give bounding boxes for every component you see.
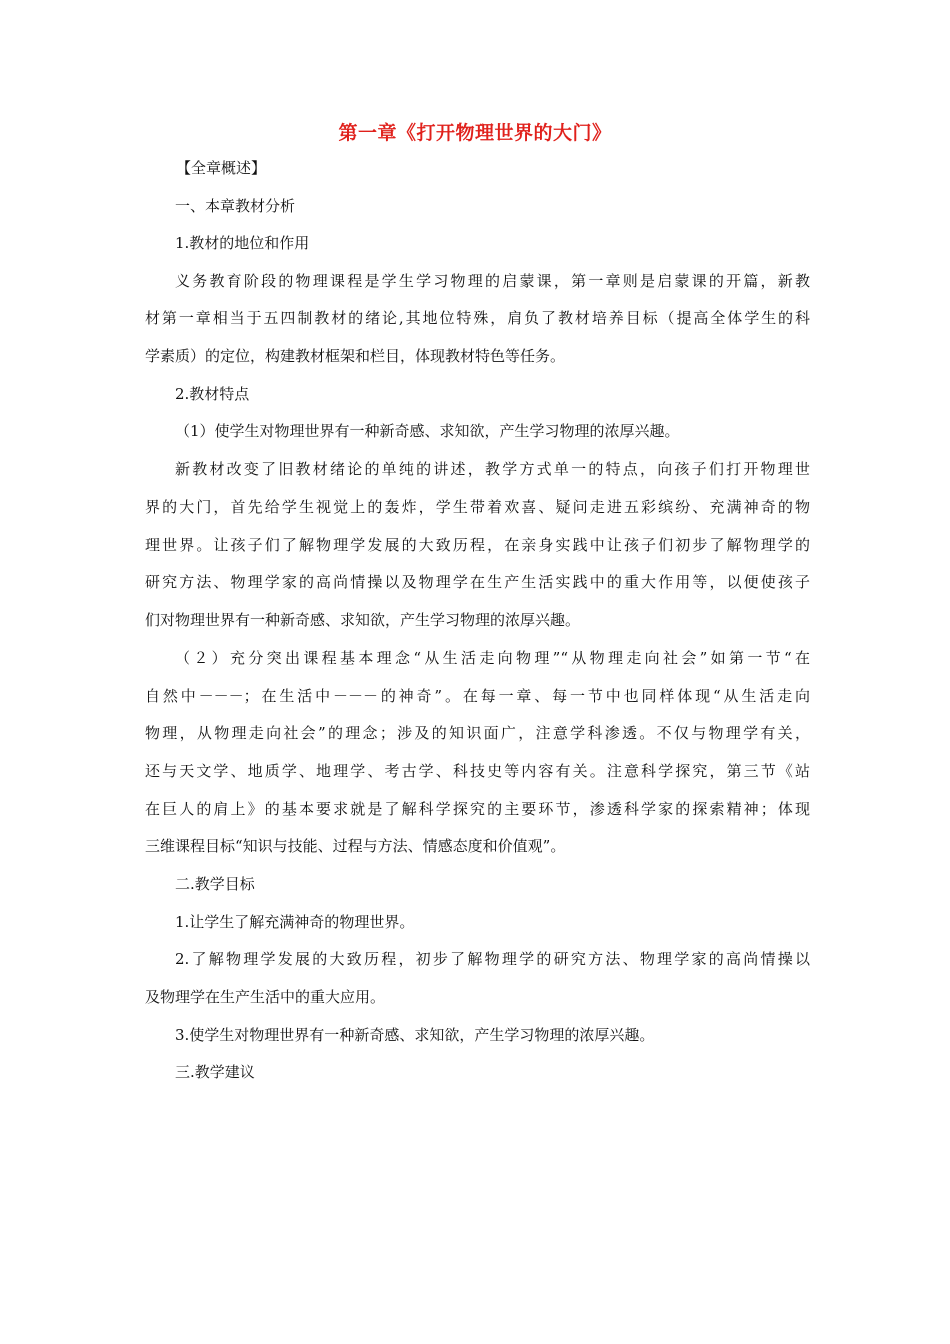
paragraph-line: 们对物理世界有一种新奇感、求知欲，产生学习物理的浓厚兴趣。	[145, 611, 581, 629]
heading-material-analysis: 一、本章教材分析	[175, 197, 296, 215]
goal-item-3: 3.使学生对物理世界有一种新奇感、求知欲，产生学习物理的浓厚兴趣。	[175, 1026, 655, 1044]
paragraph-line: 材第一章相当于五四制教材的绪论,其地位特殊，肩负了教材培养目标（提高全体学生的科	[145, 309, 810, 327]
paragraph-line: 学素质）的定位，构建教材框架和栏目，体现教材特色等任务。	[145, 347, 566, 365]
heading-material-position: 1.教材的地位和作用	[175, 234, 310, 252]
heading-teaching-suggestions: 三.教学建议	[175, 1063, 255, 1081]
goal-item-1: 1.让学生了解充满神奇的物理世界。	[175, 913, 415, 931]
paragraph-line: 义务教育阶段的物理课程是学生学习物理的启蒙课，第一章则是启蒙课的开篇，新教	[175, 272, 810, 290]
feature-item-1: （1）使学生对物理世界有一种新奇感、求知欲，产生学习物理的浓厚兴趣。	[175, 422, 680, 440]
heading-material-features: 2.教材特点	[175, 385, 250, 403]
paragraph-line: 还与天文学、地质学、地理学、考古学、科技史等内容有关。注意科学探究，第三节《站	[145, 762, 810, 780]
paragraph-line: 新教材改变了旧教材绪论的单纯的讲述，教学方式单一的特点，向孩子们打开物理世	[175, 460, 810, 478]
paragraph-line: 物理，从物理走向社会”的理念；涉及的知识面广，注意学科渗透。不仅与物理学有关，	[145, 724, 810, 742]
paragraph-line: 界的大门，首先给学生视觉上的轰炸，学生带着欢喜、疑问走进五彩缤纷、充满神奇的物	[145, 498, 810, 516]
goal-item-2-line: 2.了解物理学发展的大致历程，初步了解物理学的研究方法、物理学家的高尚情操以	[175, 950, 810, 968]
paragraph-line: 自然中－－－；在生活中－－－的神奇”。在每一章、每一节中也同样体现“从生活走向	[145, 687, 810, 705]
heading-teaching-goals: 二.教学目标	[175, 875, 255, 893]
section-heading-overview: 【全章概述】	[176, 159, 267, 177]
paragraph-line: 三维课程目标“知识与技能、过程与方法、情感态度和价值观”。	[145, 837, 566, 855]
paragraph-line: 研究方法、物理学家的高尚情操以及物理学在生产生活实践中的重大作用等，以便使孩子	[145, 573, 810, 591]
paragraph-line: 理世界。让孩子们了解物理学发展的大致历程，在亲身实践中让孩子们初步了解物理学的	[145, 536, 810, 554]
paragraph-line: （２）充分突出课程基本理念“从生活走向物理”“从物理走向社会”如第一节“在	[175, 649, 810, 667]
goal-item-2-line: 及物理学在生产生活中的重大应用。	[145, 988, 386, 1006]
document-title: 第一章《打开物理世界的大门》	[338, 122, 612, 144]
paragraph-line: 在巨人的肩上》的基本要求就是了解科学探究的主要环节，渗透科学家的探索精神；体现	[145, 800, 810, 818]
